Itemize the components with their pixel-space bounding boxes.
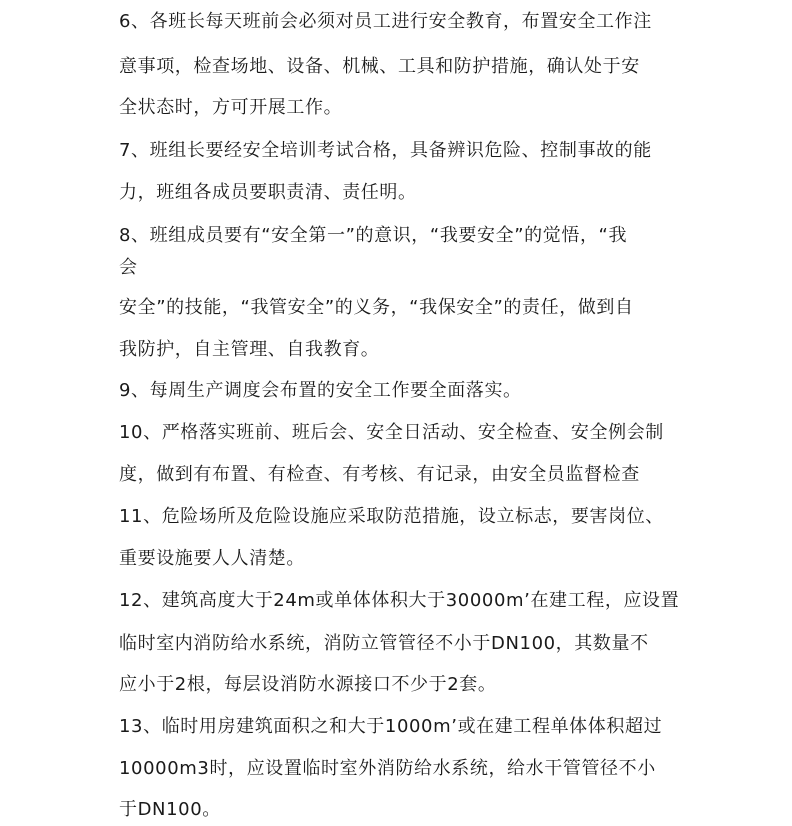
text-line-11: 10、严格落实班前、班后会、安全日活动、安全检查、安全例会制 <box>119 422 664 443</box>
text-line-8: 安全”的技能，“我管安全”的义务，“我保安全”的责任，做到自 <box>119 297 634 318</box>
text-line-13: 11、危险场所及危险设施应采取防范措施，设立标志，要害岗位、 <box>119 506 664 527</box>
text-line-5: 力，班组各成员要职责清、责任明。 <box>119 182 417 203</box>
text-line-10: 9、每周生产调度会布置的安全工作要全面落实。 <box>119 380 522 401</box>
text-line-2: 意事项，检查场地、设备、机械、工具和防护措施，确认处于安 <box>119 56 640 77</box>
text-line-19: 10000m3时，应设置临时室外消防给水系统，给水干管管径不小 <box>119 758 656 779</box>
text-line-14: 重要设施要人人清楚。 <box>119 548 305 569</box>
text-line-3: 全状态时，方可开展工作。 <box>119 97 343 118</box>
text-line-20: 于DN100。 <box>119 799 221 820</box>
text-line-4: 7、班组长要经安全培训考试合格，具备辨识危险、控制事故的能 <box>119 140 652 161</box>
text-line-16: 临时室内消防给水系统，消防立管管径不小于DN100，其数量不 <box>119 633 649 654</box>
text-line-7: 会 <box>119 257 138 278</box>
text-line-15: 12、建筑高度大于24m或单体体积大于30000m’在建工程，应设置 <box>119 590 680 611</box>
text-line-1: 6、各班长每天班前会必须对员工进行安全教育，布置安全工作注 <box>119 11 652 32</box>
text-line-6: 8、班组成员要有“安全第一”的意识，“我要安全”的觉悟，“我 <box>119 225 628 246</box>
text-line-17: 应小于2根，每层设消防水源接口不少于2套。 <box>119 674 497 695</box>
text-line-18: 13、临时用房建筑面积之和大于1000m’或在建工程单体体积超过 <box>119 716 663 737</box>
text-line-9: 我防护，自主管理、自我教育。 <box>119 339 380 360</box>
text-line-12: 度，做到有布置、有检查、有考核、有记录，由安全员监督检查 <box>119 464 640 485</box>
